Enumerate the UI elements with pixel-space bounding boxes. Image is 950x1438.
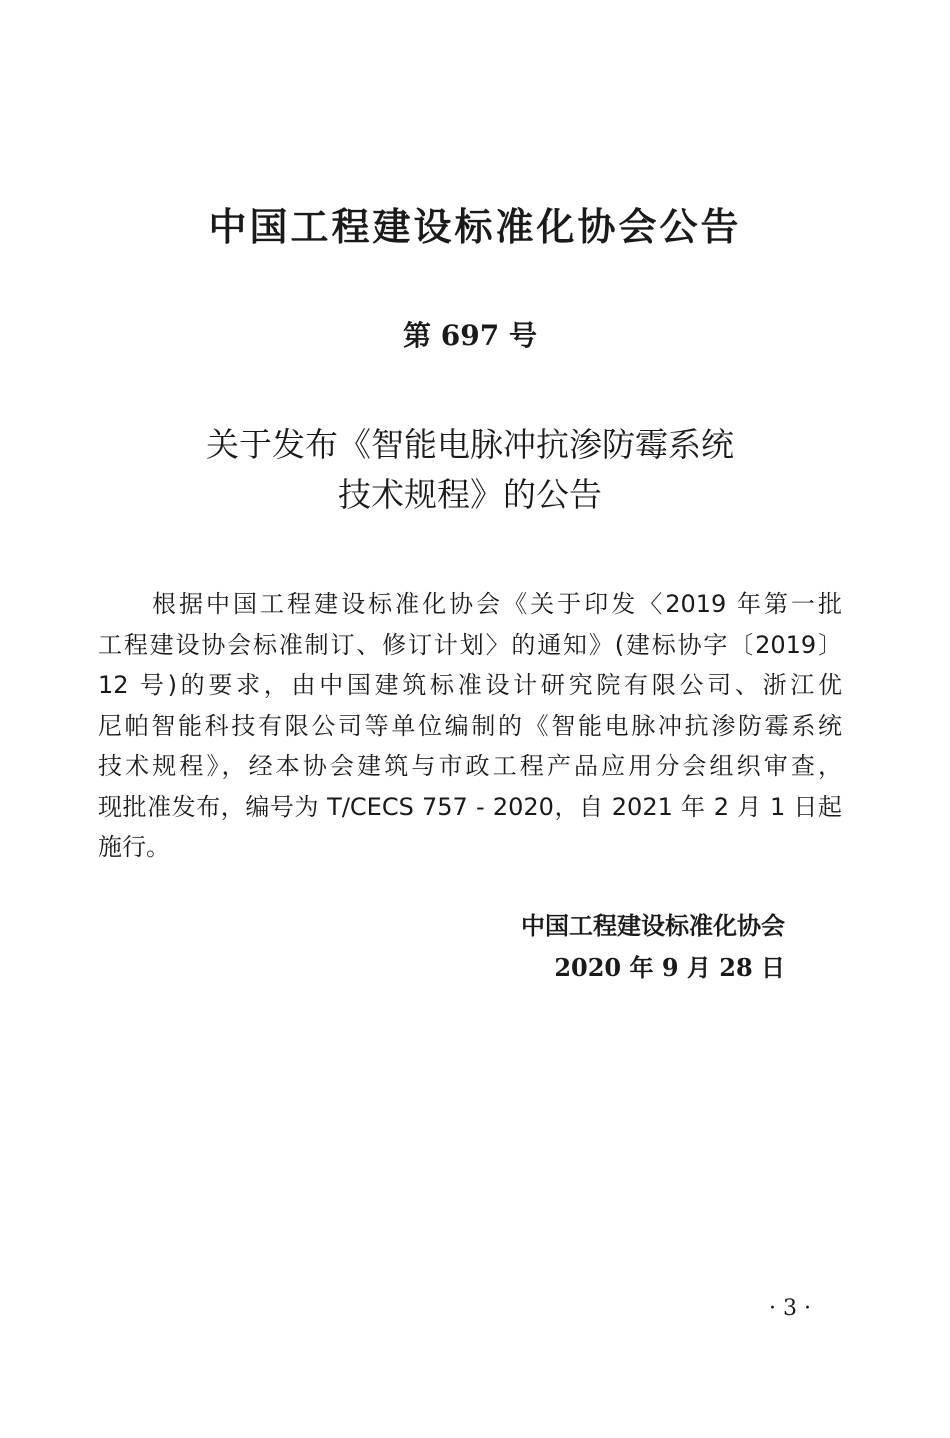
- subject-line-2: 技术规程》的公告: [338, 475, 602, 514]
- body-line: 技术规程》，经本协会建筑与市政工程产品应用分会组织审查，: [98, 752, 842, 780]
- subject-line-1: 关于发布《智能电脉冲抗渗防霉系统: [206, 425, 734, 464]
- announcement-subject: [0, 420, 940, 520]
- body-line: 现批准发布，编号为 T/CECS 757 - 2020，自 2021 年 2 月 1 日起: [98, 792, 842, 821]
- body-line: 根据中国工程建设标准化协会《关于印发〈2019 年第一批: [152, 590, 842, 618]
- body-line: 尼帕智能科技有限公司等单位编制的《智能电脉冲抗渗防霉系统: [98, 711, 842, 740]
- signature-date: 2020 年 9 月 28 日: [554, 953, 785, 982]
- body-line: 施行。: [98, 833, 170, 861]
- announcement-number: 第 697 号: [403, 319, 537, 352]
- signature-organization: 中国工程建设标准化协会: [521, 912, 785, 940]
- announcement-body: [98, 584, 842, 868]
- page-number: · 3 ·: [769, 1296, 811, 1321]
- announcement-title: 中国工程建设标准化协会公告: [208, 205, 742, 249]
- body-line: 12 号)的要求，由中国建筑标准设计研究院有限公司、浙江优: [98, 671, 842, 699]
- body-line: 工程建设协会标准制订、修订计划〉的通知》(建标协字〔2019〕: [98, 630, 842, 659]
